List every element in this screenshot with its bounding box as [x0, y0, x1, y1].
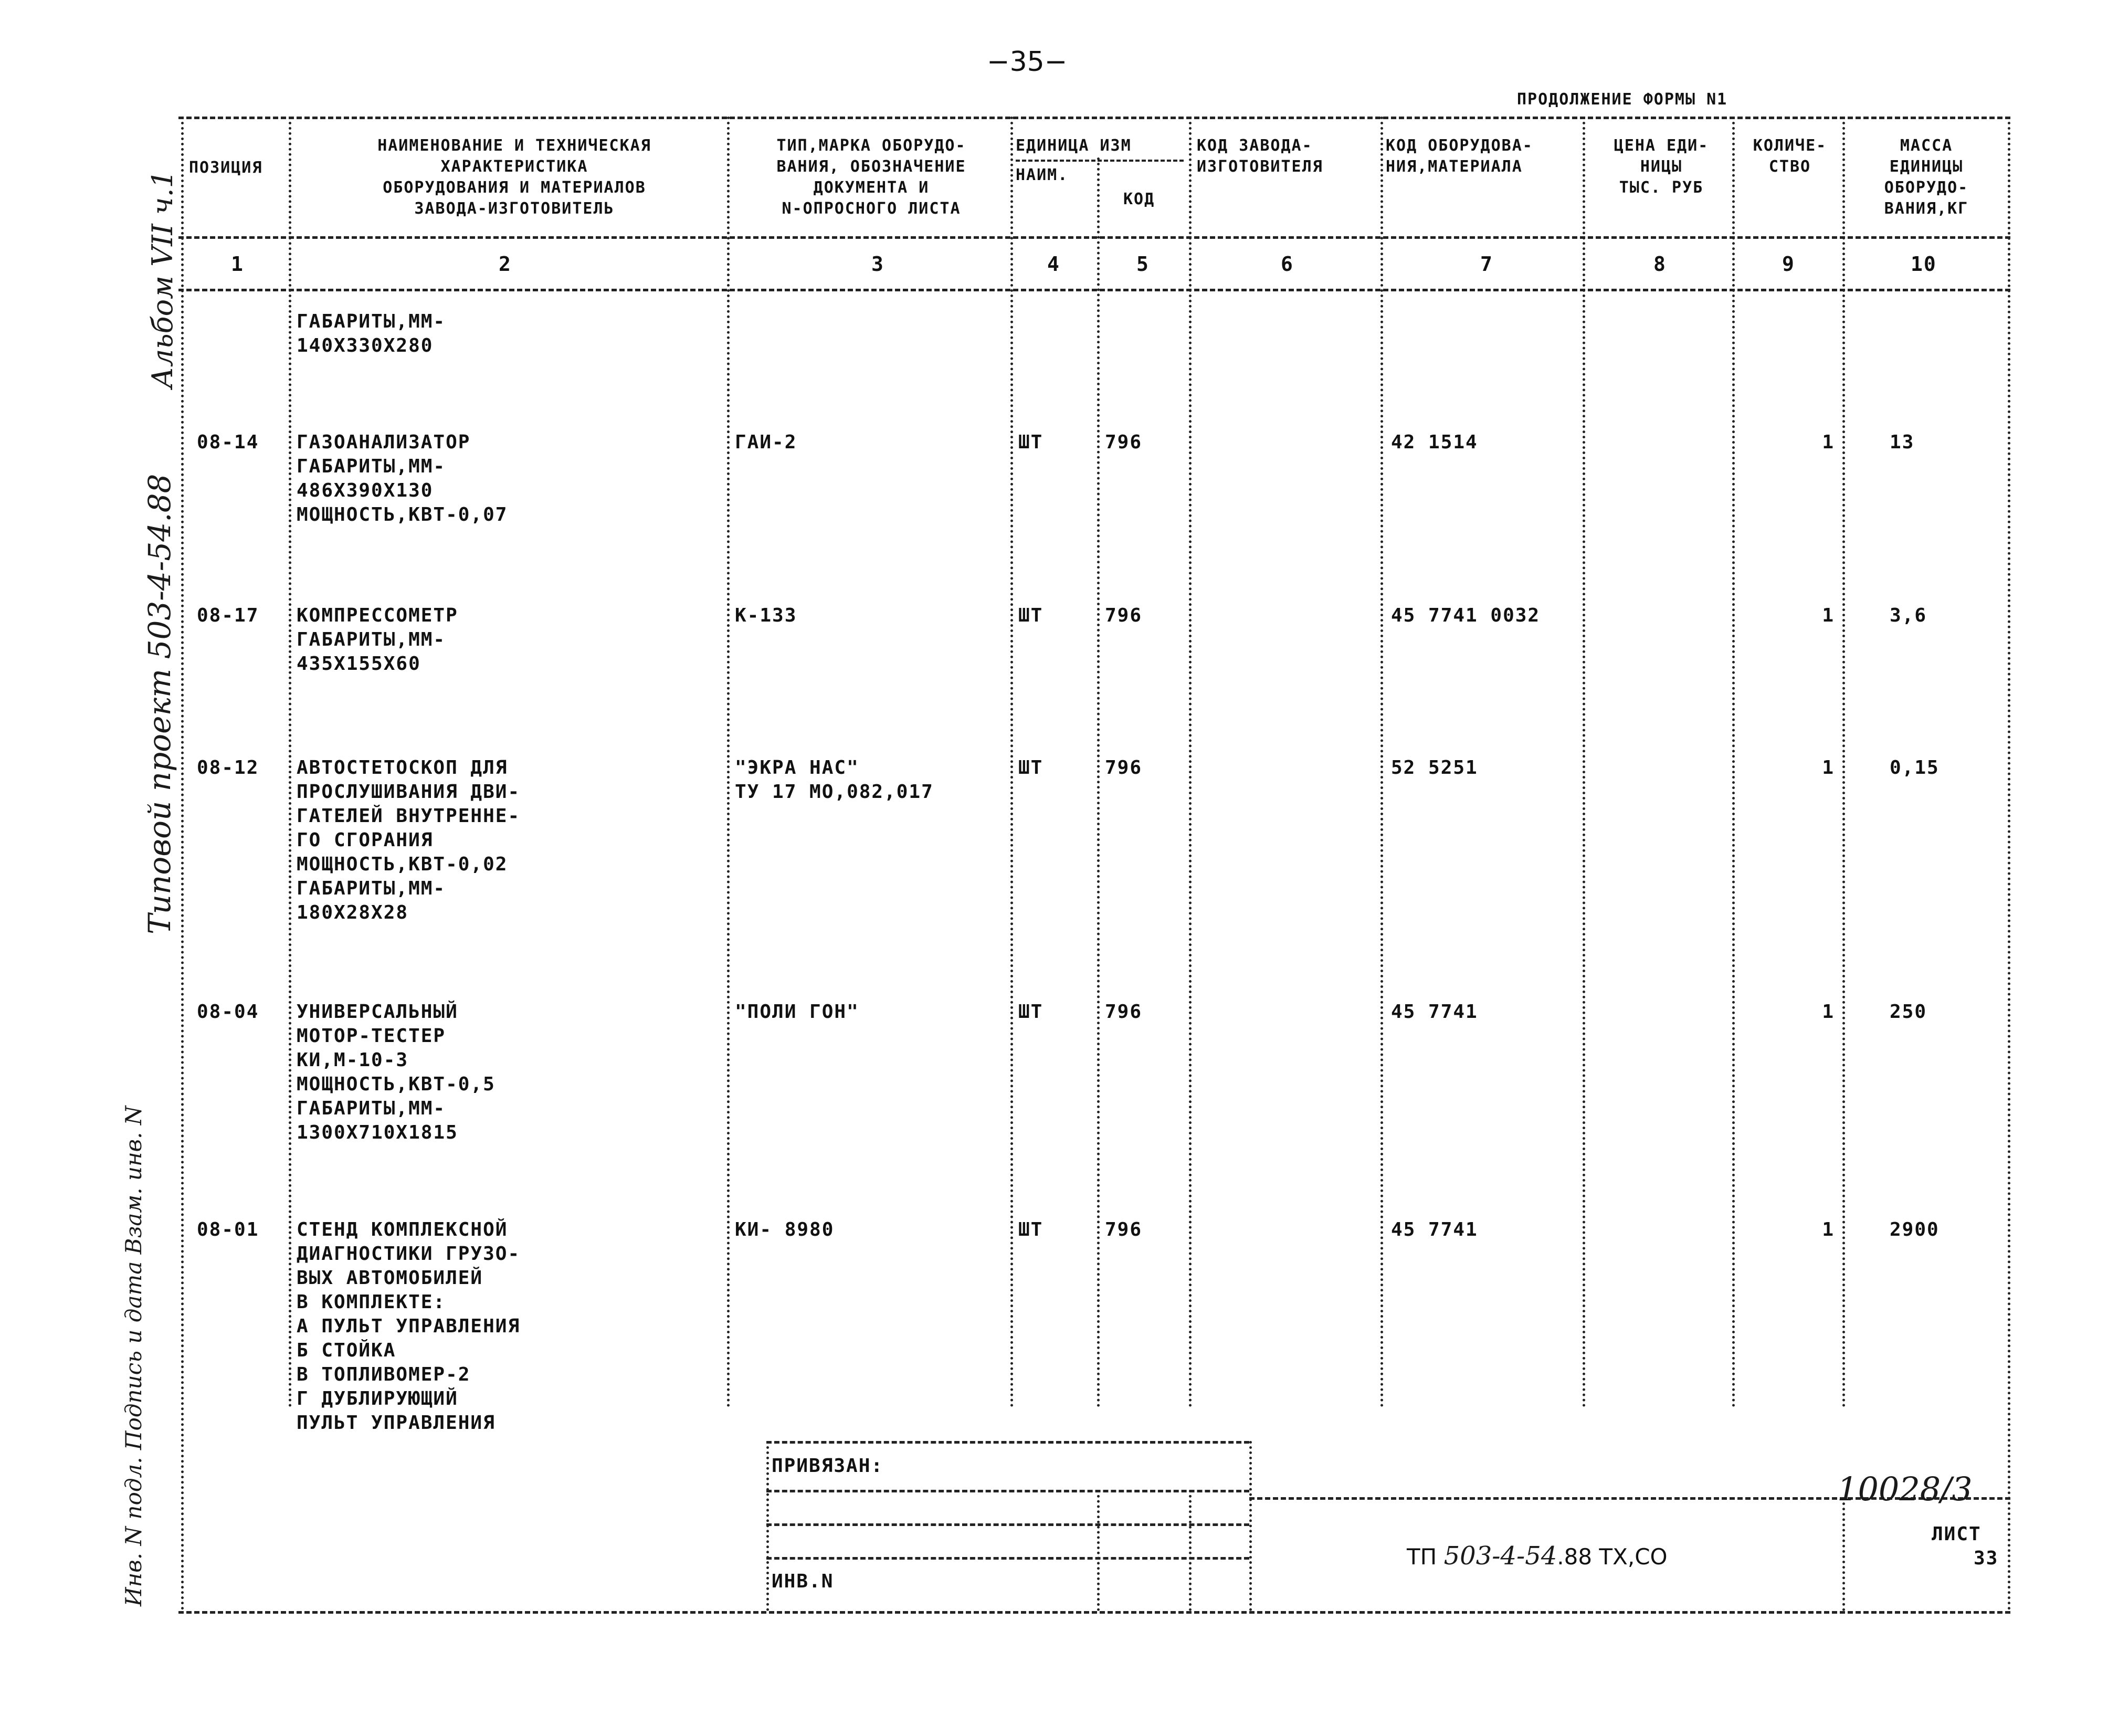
code-cell: 796 [1105, 605, 1143, 626]
column-number: 2 [499, 252, 512, 276]
mass-cell: 3,6 [1890, 605, 1927, 626]
name-line: В КОМПЛЕКТЕ: [297, 1291, 446, 1313]
position-cell: 08-12 [197, 757, 259, 778]
column-number: 6 [1281, 252, 1294, 276]
position-cell: 08-04 [197, 1001, 259, 1023]
quantity-cell: 1 [1822, 1219, 1835, 1240]
document-designation: ТП 503-4-54.88 ТХ,СО [1407, 1541, 1668, 1571]
equipment-code-cell: 42 1514 [1391, 432, 1478, 453]
name-line: УНИВЕРСАЛЬНЫЙ [297, 1001, 458, 1023]
unit-cell: ШТ [1018, 432, 1044, 453]
mass-cell: 2900 [1890, 1219, 1940, 1240]
column-number: 7 [1480, 252, 1493, 276]
header-factory-code: КОД ЗАВОДА- ИЗГОТОВИТЕЛЯ [1197, 136, 1323, 176]
position-cell: 08-01 [197, 1219, 259, 1240]
header-position: ПОЗИЦИЯ [189, 159, 263, 177]
name-line: А ПУЛЬТ УПРАВЛЕНИЯ [297, 1316, 521, 1337]
equipment-code-cell: 52 5251 [1391, 757, 1478, 778]
name-line: 140Х330Х280 [297, 335, 434, 356]
name-line: ПРОСЛУШИВАНИЯ ДВИ- [297, 781, 521, 803]
column-number: 9 [1782, 252, 1795, 276]
code-cell: 796 [1105, 1001, 1143, 1023]
column-number: 1 [231, 252, 244, 276]
name-line: ГАТЕЛЕЙ ВНУТРЕННЕ- [297, 805, 521, 827]
name-line: ГАБАРИТЫ,ММ- [297, 1098, 446, 1119]
name-line: В ТОПЛИВОМЕР-2 [297, 1364, 471, 1385]
name-line: ГАБАРИТЫ,ММ- [297, 456, 446, 477]
name-line: ПУЛЬТ УПРАВЛЕНИЯ [297, 1412, 496, 1434]
position-cell: 08-17 [197, 605, 259, 626]
type-line: ТУ 17 МО,082,017 [735, 781, 934, 803]
code-cell: 796 [1105, 1219, 1143, 1240]
name-line: ГАБАРИТЫ,ММ- [297, 878, 446, 899]
column-number: 8 [1653, 252, 1667, 276]
quantity-cell: 1 [1822, 757, 1835, 778]
name-line: 1300Х710Х1815 [297, 1122, 458, 1143]
header-mass: МАССА ЕДИНИЦЫ ОБОРУДО- ВАНИЯ,КГ [1884, 136, 1969, 218]
mass-cell: 250 [1890, 1001, 1927, 1023]
name-line: МОТОР-ТЕСТЕР [297, 1025, 446, 1047]
header-type: ТИП,МАРКА ОБОРУДО- ВАНИЯ, ОБОЗНАЧЕНИЕ ДОКУМЕНТА И N-ОПРОСНОГО ЛИСТА [776, 136, 966, 218]
header-quantity: КОЛИЧЕ- СТВО [1753, 136, 1827, 176]
name-line: ВЫХ АВТОМОБИЛЕЙ [297, 1267, 483, 1289]
name-line: Б СТОЙКА [297, 1340, 396, 1361]
name-line: МОЩНОСТЬ,КВТ-0,5 [297, 1074, 496, 1095]
inventory-number-label: ИНВ.N [772, 1571, 834, 1592]
unit-cell: ШТ [1018, 1001, 1044, 1023]
type-line: К-133 [735, 605, 797, 626]
column-number: 3 [871, 252, 884, 276]
album-side-label: Альбом VII ч.1 [146, 170, 179, 388]
quantity-cell: 1 [1822, 1001, 1835, 1023]
type-line: КИ- 8980 [735, 1219, 835, 1240]
code-cell: 796 [1105, 432, 1143, 453]
unit-cell: ШТ [1018, 1219, 1044, 1240]
unit-cell: ШТ [1018, 757, 1044, 778]
unit-cell: ШТ [1018, 605, 1044, 626]
column-number: 10 [1911, 252, 1937, 276]
header-price: ЦЕНА ЕДИ- НИЦЫ ТЫС. РУБ [1614, 136, 1709, 197]
header-equipment-code: КОД ОБОРУДОВА- НИЯ,МАТЕРИАЛА [1386, 136, 1533, 176]
type-line: "ЭКРА НАС" [735, 757, 859, 778]
name-line: ГО СГОРАНИЯ [297, 829, 434, 851]
project-side-label: Типовой проект 503-4-54.88 [142, 474, 177, 934]
signature-side-label: Инв. N подл. Подпись и дата Взам. инв. N [121, 1106, 146, 1606]
name-line: ГАЗОАНАЛИЗАТОР [297, 432, 471, 453]
name-line: ГАБАРИТЫ,ММ- [297, 311, 446, 332]
code-cell: 796 [1105, 757, 1143, 778]
quantity-cell: 1 [1822, 605, 1835, 626]
name-line: АВТОСТЕТОСКОП ДЛЯ [297, 757, 508, 778]
mass-cell: 13 [1890, 432, 1915, 453]
header-unit: ЕДИНИЦА ИЗМ НАИМ. [1016, 135, 1189, 186]
name-line: Г ДУБЛИРУЮЩИЙ [297, 1388, 458, 1409]
name-line: 435Х155Х60 [297, 653, 421, 675]
name-line: 180Х28Х28 [297, 902, 409, 923]
name-line: КИ,М-10-3 [297, 1049, 409, 1071]
name-line: ГАБАРИТЫ,ММ- [297, 629, 446, 650]
name-line: СТЕНД КОМПЛЕКСНОЙ [297, 1219, 508, 1240]
column-number: 5 [1136, 252, 1150, 276]
sheet-number: 33 [1974, 1548, 1999, 1569]
name-line: КОМПРЕССОМЕТР [297, 605, 458, 626]
header-code: КОД [1123, 190, 1155, 208]
column-number: 4 [1047, 252, 1060, 276]
name-line: МОЩНОСТЬ,КВТ-0,02 [297, 854, 508, 875]
header-name: НАИМЕНОВАНИЕ И ТЕХНИЧЕСКАЯ ХАРАКТЕРИСТИКА ОБОРУДОВАНИЯ И МАТЕРИАЛОВ ЗАВОДА-ИЗГОТОВИТЕЛЬ [377, 136, 651, 218]
position-cell: 08-14 [197, 432, 259, 453]
handwritten-number: 10028/3 [1837, 1470, 1973, 1508]
name-line: ДИАГНОСТИКИ ГРУЗО- [297, 1243, 521, 1265]
type-line: "ПОЛИ ГОН" [735, 1001, 859, 1023]
equipment-code-cell: 45 7741 [1391, 1001, 1478, 1023]
mass-cell: 0,15 [1890, 757, 1940, 778]
form-continuation-label: ПРОДОЛЖЕНИЕ ФОРМЫ N1 [1517, 90, 1728, 109]
equipment-code-cell: 45 7741 [1391, 1219, 1478, 1240]
privyazan-label: ПРИВЯЗАН: [772, 1455, 884, 1477]
name-line: МОЩНОСТЬ,КВТ-0,07 [297, 504, 508, 525]
name-line: 486Х390Х130 [297, 480, 434, 501]
page-number: −35− [987, 46, 1068, 78]
quantity-cell: 1 [1822, 432, 1835, 453]
type-line: ГАИ-2 [735, 432, 797, 453]
equipment-code-cell: 45 7741 0032 [1391, 605, 1541, 626]
sheet-label: ЛИСТ [1932, 1523, 1981, 1545]
